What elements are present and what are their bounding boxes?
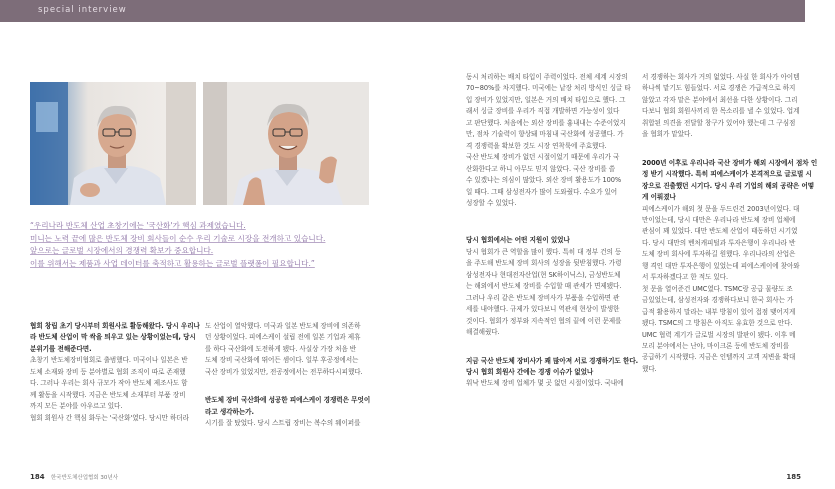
section-header-bar	[0, 0, 805, 22]
question-text: 반도체 장비 국산화에 성공한 피에스케이 경쟁력은 무엇이	[205, 396, 371, 405]
pull-quote-line: 이를 위해서는 제품과 사업 데이터를 축적하고 활용하는 글로벌 플랫폼이 필요합니다.”	[30, 258, 315, 268]
answer-text: 당시 협회가 큰 역할을 많이 했다. 특히 대 정부 건의 등	[466, 247, 622, 256]
answer-text: 국산 장비가 있었지만, 전공정에서는 전무하다시피했다.	[205, 367, 363, 376]
answer-text: 다. 그러나 우리는 회사 규모가 작아 반도체 제조사도 함	[30, 379, 188, 388]
answer-text: 동시 처리하는 배치 타입이 주력이었다. 전체 세계 시장의	[466, 73, 628, 81]
answer-text: 다보니 협회 회원사끼리 한 목소리를 낼 수 있었다. 업계	[642, 107, 800, 116]
page-footer-left	[30, 473, 118, 481]
answer-text: 피에스케이가 해외 첫 문을 두드린건 2003년이었다. 대	[642, 204, 800, 213]
interview-photo-1-illustration	[30, 82, 196, 205]
answer-text: 관심이 꽤 있었다. 대만 반도체 산업이 태동하던 시기였	[642, 227, 798, 236]
question-text: 분위기를 전해준다면.	[30, 344, 92, 353]
question-text: 2000년 이후로 우리나라 국산 장비가 해외 시장에서 점차 인	[642, 158, 818, 167]
answer-text: 도체 장비 회사에 투자하길 원했다. 우리나라의 산업은	[642, 250, 796, 259]
page-number-left: 184	[30, 473, 45, 481]
answer-text: 도 산업이 열악했다. 미국과 일본 반도체 장비에 의존하	[205, 322, 361, 330]
answer-text: 도체 소재와 장비 등 분야별로 협회 조직이 따로 존재했	[30, 367, 186, 376]
question-text: 라 반도체 산업이 막 싹을 틔우고 있는 상황이었는데, 당시	[30, 333, 196, 342]
question-text: 정 받기 시작했다. 특히 피에스케이가 본격적으로 글로벌 시	[642, 170, 812, 179]
answer-text: 고 판단했다. 처음에는 외산 장비를 흉내내는 수준이었지	[466, 118, 626, 127]
question-text: 게 이뤄졌나	[642, 193, 676, 202]
answer-text: 금있었는데, 삼성전자와 경쟁하다보니 한국 회사는 가	[642, 296, 794, 305]
answer-text: 래서 싱글 장비를 우리가 직접 개발하면 가능성이 있다	[466, 107, 620, 116]
text-column-4	[642, 72, 818, 375]
answer-text: 수 있겠냐는 의심이 많았다. 외산 장비 활용도가 100%	[466, 176, 622, 185]
answer-text: 하나씩 맡기도 힘들었다. 서로 경쟁은 가급적으로 하지	[642, 84, 796, 93]
answer-text: 서 투자하겠다고 한 적도 있다.	[642, 273, 729, 282]
answer-text: 성장할 수 있었다.	[466, 198, 517, 207]
text-column-2	[205, 321, 373, 430]
pull-quote	[30, 220, 430, 270]
answer-text: 를 하다 국산화에 도전하게 됐다. 사실상 가장 처음 반	[205, 344, 357, 353]
answer-text: 다. 당시 대만의 벤처캐피털과 투자은행이 우리나라 반	[642, 238, 796, 247]
answer-text: 까지 모든 분야를 아우르고 있다.	[30, 402, 123, 411]
page-number-right: 185	[786, 473, 801, 481]
question-text: 당시 협회에서는 어떤 지원이 있었나	[466, 236, 570, 245]
question-text: 지금 국산 반도체 장비사가 꽤 많아져 서로 경쟁하기도 한다.	[466, 356, 639, 365]
interview-photo-2-illustration	[203, 82, 369, 205]
answer-text: 서 경쟁하는 회사가 거의 없었다. 사실 한 회사가 아이템	[642, 73, 800, 81]
answer-text: 일 때다. 그때 삼성전자가 많이 도와줬다. 수요가 있어	[466, 187, 618, 196]
answer-text: 급적 활용하지 말라는 내부 방침이 있어 접점 맺어지게	[642, 307, 796, 316]
answer-text: 국산 반도체 장비가 없던 시절이었기 때문에 우리가 국	[466, 153, 620, 162]
answer-text: 취합된 의견을 전달할 창구가 있어야 했는데 그 구심점	[642, 118, 796, 127]
pull-quote-line: 앞으로는 글로벌 시장에서의 경쟁력 확보가 중요합니다.	[30, 246, 214, 256]
answer-text: 그러나 우리 같은 반도체 장비사가 부품을 수입하면 관	[466, 293, 620, 302]
answer-text: 공급하기 시작했다. 지금은 인텔까지 고객 저변을 확대	[642, 353, 796, 362]
answer-text: 협회 회원사 간 핵심 화두는 '국산화'였다. 당시만 하더라	[30, 413, 189, 422]
answer-text: 초창기 반도체장비협회로 출범했다. 미국이나 일본은 반	[30, 356, 188, 365]
answer-text: 을 협회가 맡았다.	[642, 130, 693, 139]
answer-text: 입 장비가 있었지만, 일본은 거의 배치 타입으로 했다. 그	[466, 95, 626, 104]
answer-text: 모리 분야에서는 난야, 마이크론 등에 반도체 장비를	[642, 341, 790, 350]
answer-text: 만이었는데, 당시 대만은 우리나라 반도체 장비 업체에	[642, 215, 796, 224]
answer-text: UMC 협력 계기가 글로벌 시장의 발판이 됐다. 이후 메	[642, 330, 796, 339]
answer-text: 됐다. TSMC의 그 방침은 아직도 유효한 것으로 안다.	[642, 319, 793, 328]
section-label: special interview	[38, 5, 127, 15]
pull-quote-line: “우리나라 반도체 산업 초창기에는 '국산화'가 핵심 과제였습니다.	[30, 221, 246, 230]
answer-text: 을 주도해 반도체 장비 회사의 성장을 뒷받침했다. 가령	[466, 259, 622, 268]
text-column-3	[466, 72, 639, 390]
pull-quote-line: 미니는 노력 끝에 많은 반도체 장비 회사들이 순수 우리 기술로 시장을 전개하고 있습니다.	[30, 233, 326, 243]
question-text: 당시 협회 회원사 간에는 경쟁 이슈가 없었나	[466, 367, 594, 376]
answer-text: 는 해외에서 반도체 장비를 수입할 때 관세가 면제됐다.	[466, 282, 622, 291]
answer-text: 해결해줬다.	[466, 328, 500, 337]
answer-text: 첫 문을 열어준건 UMC였다. TSMC랑 공급 물량도 조	[642, 284, 793, 293]
answer-text: 께 활동을 시작했다. 지금은 반도체 소재부터 부품 장비	[30, 390, 186, 399]
answer-text: 70~80%를 차지했다. 미국에는 낱장 처리 방식인 싱글 타	[466, 84, 631, 93]
answer-text: 시기를 잘 탔었다. 당시 스트립 장비는 복수의 웨이퍼를	[205, 419, 361, 428]
answer-text: 것이다. 협회가 정부와 지속적인 협의 끝에 이런 문제를	[466, 316, 622, 325]
answer-text: 삼성전자나 현대전자산업(현 SK하이닉스), 금성반도체	[466, 270, 621, 279]
answer-text: 세를 내야했다. 규제가 있다보니 역관세 현상이 발생한	[466, 305, 620, 314]
answer-text: 던 상황이었다. 피에스케이 설립 전에 일본 기업과 제휴	[205, 333, 361, 342]
interview-photo-1	[30, 82, 196, 205]
answer-text: 않았고 각자 맡은 분야에서 최선을 다한 상황이다. 그리	[642, 95, 798, 104]
answer-text: 했다.	[642, 364, 657, 373]
answer-text: 도체 장비 국산화에 뛰어든 셈이다. 일부 후공정에서는	[205, 356, 359, 365]
answer-text: 만, 점차 기술력이 향상돼 마침내 국산화에 성공했다. 가	[466, 130, 624, 139]
answer-text: 워낙 반도체 장비 업체가 몇 곳 없던 시절이었다. 국내에	[466, 379, 624, 388]
answer-text: 행 격인 대만 투자은행이 있었는데 피에스케이에 찾아와	[642, 261, 800, 270]
answer-text: 격 경쟁력을 확보한 것도 시장 연착륙에 주효했다.	[466, 141, 607, 150]
answer-text: 산화한다고 하니 아무도 믿지 않았다. 국산 장비를 쓸	[466, 164, 616, 173]
text-column-1	[30, 321, 198, 424]
interview-photo-2	[203, 82, 369, 205]
question-text: 장으로 진출했던 시기다. 당시 우리 기업의 해외 공략은 어떻	[642, 181, 815, 190]
question-text: 라고 생각하는가.	[205, 407, 254, 416]
publication-title: 한국반도체산업협회 30년사	[50, 475, 119, 481]
question-text: 협회 창립 초기 당시부터 회원사로 활동해왔다. 당시 우리나	[30, 322, 200, 330]
